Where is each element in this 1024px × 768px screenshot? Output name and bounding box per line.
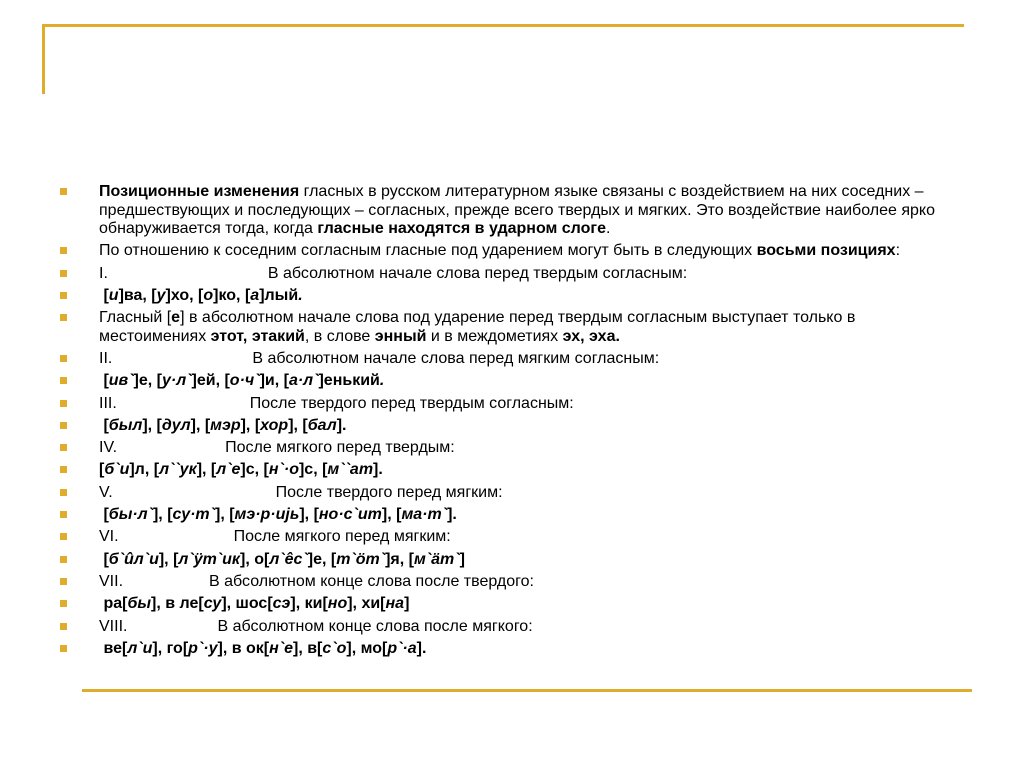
- phonetic-segment: мэ·р·иjь: [234, 506, 300, 524]
- example-text: ], о[: [240, 550, 270, 568]
- phonetic-segment: но: [327, 595, 348, 613]
- paragraph-text: По отношению к соседним согласным гласные под ударением могут быть в следующих: [99, 242, 757, 260]
- example-text: [: [103, 372, 109, 390]
- phonetic-segment: бы·л`: [108, 506, 153, 524]
- phonetic-segment: м`äт`: [413, 550, 460, 568]
- phonetic-segment: л`ÿт`ик: [178, 550, 241, 568]
- list-item: [60, 417, 940, 436]
- square-bullet-icon: [60, 355, 67, 362]
- position-heading: В абсолютном конце слова после мягкого:: [217, 617, 533, 635]
- example-text: [: [103, 506, 109, 524]
- term-bold: энный: [374, 327, 427, 345]
- example-text: ра[: [103, 595, 128, 613]
- square-bullet-icon: [60, 489, 67, 496]
- position-heading: В абсолютном начале слова перед твердым согласным:: [267, 264, 688, 282]
- square-bullet-icon: [60, 400, 67, 407]
- example-words: [99, 417, 346, 434]
- example-text: ]е, [: [133, 372, 162, 390]
- square-bullet-icon: [60, 578, 67, 585]
- square-bullet-icon: [60, 623, 67, 630]
- phonetic-segment: л``ук: [159, 461, 197, 479]
- list-item: [60, 287, 940, 306]
- phonetic-segment: на: [385, 595, 405, 613]
- example-text: ], хи[: [347, 595, 386, 613]
- list-item: [60, 551, 940, 570]
- example-text: ], [: [299, 506, 319, 524]
- phonetic-segment: сэ: [272, 595, 291, 613]
- frame-bottom-line: [82, 689, 972, 692]
- square-bullet-icon: [60, 314, 67, 321]
- phonetic-segment: м``ат: [327, 461, 374, 479]
- example-text: ]ей, [: [191, 372, 230, 390]
- example-text: ], [: [142, 416, 162, 434]
- phonetic-segment: ма·т`: [401, 506, 448, 524]
- example-text: ], в ле[: [151, 595, 204, 613]
- example-words: [99, 372, 384, 389]
- phonetic-segment: о·ч`: [229, 372, 260, 390]
- example-text: ]е, [: [307, 550, 337, 568]
- term-bold: е: [171, 309, 181, 327]
- frame-top-line: [42, 24, 964, 27]
- list-item: [60, 265, 940, 284]
- phonetic-segment: б`ûл`и: [108, 550, 159, 568]
- position-number: I.: [99, 264, 108, 282]
- paragraph-text: Гласный [: [99, 309, 172, 327]
- paragraph-text: ] в абсолютном начале слова под ударение перед твердым согласным выступает только в местоимениях: [99, 309, 856, 345]
- position-heading: После твердого перед твердым согласным:: [249, 394, 574, 412]
- list-item: [60, 595, 940, 614]
- example-text: [: [99, 461, 105, 479]
- phonetic-segment: бал: [307, 416, 337, 434]
- list-item: [60, 242, 940, 261]
- position-number: VI.: [99, 528, 119, 546]
- example-text: ], [: [196, 461, 217, 479]
- example-text: ]ва, [: [118, 286, 157, 304]
- example-text: ], [: [214, 506, 235, 524]
- slide-body: [60, 183, 940, 662]
- phonetic-segment: р`·у: [188, 639, 218, 657]
- phonetic-segment: л`и: [127, 639, 153, 657]
- square-bullet-icon: [60, 188, 67, 195]
- position-heading: После мягкого перед мягким:: [233, 528, 451, 546]
- example-text: ]енький: [318, 372, 380, 390]
- example-text: ве[: [103, 639, 128, 657]
- example-words: [99, 595, 409, 612]
- example-text: ]я, [: [385, 550, 414, 568]
- list-item: [60, 461, 940, 480]
- phonetic-segment: су·т`: [172, 506, 215, 524]
- position-number: V.: [99, 483, 113, 501]
- example-text: ]с, [: [298, 461, 328, 479]
- list-item: [60, 439, 940, 458]
- position-heading: В абсолютном конце слова после твердого:: [209, 572, 534, 590]
- list-item: [60, 183, 940, 239]
- paragraph-text: , в слове: [304, 327, 375, 345]
- example-text: ]: [404, 595, 410, 613]
- phonetic-segment: л`êс`: [269, 550, 308, 568]
- position-heading: После мягкого перед твердым:: [225, 439, 455, 457]
- square-bullet-icon: [60, 556, 67, 563]
- frame-left-line: [42, 24, 45, 94]
- example-text: ]лый: [259, 286, 299, 304]
- term-bold: Позиционные изменения: [99, 183, 300, 200]
- example-text: ]л, [: [129, 461, 160, 479]
- list-item: [60, 309, 940, 346]
- example-text: ], [: [240, 416, 261, 434]
- phonetic-segment: бы: [127, 595, 152, 613]
- phonetic-segment: мэр: [210, 416, 241, 434]
- phonetic-segment: н`е: [269, 639, 293, 657]
- list-item: [60, 528, 940, 547]
- term-bold: этот, этакий: [210, 327, 305, 345]
- phonetic-segment: был: [108, 416, 143, 434]
- example-text: ], [: [190, 416, 211, 434]
- square-bullet-icon: [60, 444, 67, 451]
- paragraph-text: .: [605, 220, 611, 237]
- example-text: ], в ок[: [217, 639, 270, 657]
- example-text: ]хо, [: [165, 286, 204, 304]
- example-text: ], шос[: [221, 595, 273, 613]
- phonetic-segment: с`о: [322, 639, 347, 657]
- example-text: ], ки[: [290, 595, 328, 613]
- phonetic-segment: н`·о: [268, 461, 299, 479]
- square-bullet-icon: [60, 600, 67, 607]
- position-heading: В абсолютном начале слова перед мягким согласным:: [252, 349, 660, 367]
- example-text: ], [: [288, 416, 308, 434]
- square-bullet-icon: [60, 511, 67, 518]
- phonetic-segment: у: [156, 286, 166, 304]
- example-text: ].: [447, 506, 457, 524]
- example-words: [99, 506, 457, 523]
- example-text: ].: [336, 416, 347, 434]
- phonetic-segment: б`и: [104, 461, 130, 479]
- phonetic-segment: су: [203, 595, 222, 613]
- phonetic-segment: но·с`ит: [318, 506, 382, 524]
- term-bold: гласные находятся в ударном слоге: [317, 220, 606, 237]
- example-text: [: [103, 416, 109, 434]
- list-item: [60, 395, 940, 414]
- square-bullet-icon: [60, 466, 67, 473]
- example-text: ].: [416, 639, 427, 657]
- position-number: IV.: [99, 439, 118, 457]
- example-text: ], мо[: [346, 639, 388, 657]
- position-number: VII.: [99, 572, 124, 590]
- phonetic-segment: р`·а: [387, 639, 417, 657]
- phonetic-segment: т`öт`: [336, 550, 386, 568]
- phonetic-segment: а·л`: [288, 372, 319, 390]
- paragraph-text: гласных в русском литературном языке связаны с воздействием на них соседних – предшествующих и последующих – согласных, прежде всего твердых и мягких. Это воздействие наиболее ярко обнаруживается тогда, когда: [99, 183, 935, 237]
- paragraph-text: :: [895, 242, 901, 260]
- position-number: III.: [99, 394, 117, 412]
- square-bullet-icon: [60, 533, 67, 540]
- square-bullet-icon: [60, 292, 67, 299]
- list-item: [60, 372, 940, 391]
- example-text: ]: [459, 550, 465, 568]
- example-text: ], в[: [292, 639, 323, 657]
- example-text: [: [103, 286, 109, 304]
- example-text: ]и, [: [259, 372, 289, 390]
- phonetic-segment: хор: [260, 416, 289, 434]
- square-bullet-icon: [60, 247, 67, 254]
- position-number: II.: [99, 349, 113, 367]
- example-text: ]с, [: [240, 461, 269, 479]
- list-item: [60, 618, 940, 637]
- example-text: ], [: [152, 506, 173, 524]
- square-bullet-icon: [60, 422, 67, 429]
- example-words: [99, 640, 426, 657]
- phonetic-segment: ив`: [108, 372, 134, 390]
- example-text: [: [103, 550, 109, 568]
- example-text: ], [: [381, 506, 402, 524]
- example-words: [99, 461, 383, 478]
- phonetic-segment: о: [203, 286, 214, 304]
- paragraph-text: и в междометиях: [426, 327, 563, 345]
- phonetic-segment: у·л`: [162, 372, 192, 390]
- phonetic-segment: .: [379, 372, 385, 390]
- phonetic-segment: дул: [161, 416, 191, 434]
- list-item: [60, 484, 940, 503]
- square-bullet-icon: [60, 645, 67, 652]
- phonetic-segment: а: [250, 286, 260, 304]
- square-bullet-icon: [60, 377, 67, 384]
- list-item: [60, 573, 940, 592]
- phonetic-segment: .: [298, 286, 303, 304]
- example-text: ], го[: [152, 639, 189, 657]
- phonetic-segment: и: [108, 286, 119, 304]
- example-words: [99, 287, 303, 304]
- example-words: [99, 551, 465, 568]
- position-number: VIII.: [99, 617, 128, 635]
- square-bullet-icon: [60, 270, 67, 277]
- list-item: [60, 506, 940, 525]
- example-text: ], [: [158, 550, 179, 568]
- phonetic-segment: л`е: [216, 461, 241, 479]
- list-item: [60, 350, 940, 369]
- term-bold: эх, эха.: [562, 327, 620, 345]
- term-bold: восьми позициях: [756, 242, 896, 260]
- example-text: ]ко, [: [213, 286, 251, 304]
- example-text: ].: [373, 461, 383, 479]
- list-item: [60, 640, 940, 659]
- position-heading: После твердого перед мягким:: [275, 483, 503, 501]
